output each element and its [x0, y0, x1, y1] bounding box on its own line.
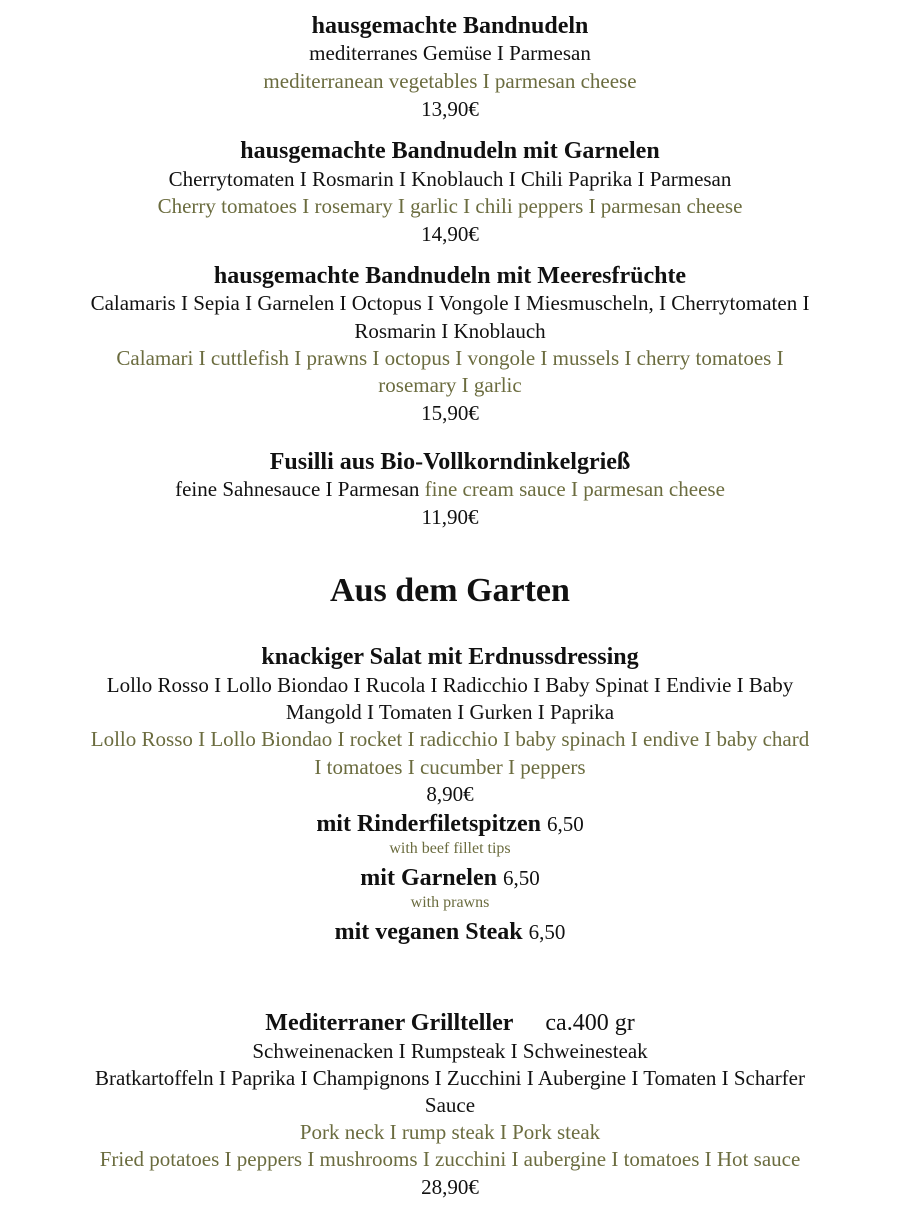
dish-description-de: Rosmarin I Knoblauch	[354, 319, 546, 343]
section-heading: Aus dem Garten	[330, 572, 570, 609]
addon-price: 6,50	[546, 812, 584, 836]
dish-description-de: Lollo Rosso I Lollo Biondao I Rucola I Radicchio I Baby Spinat I Endivie I Baby	[106, 673, 794, 697]
dish-title: hausgemachte Bandnudeln mit Garnelen	[240, 138, 660, 164]
dish-description-de: Mangold I Tomaten I Gurken I Paprika	[285, 700, 615, 724]
addon-price: 6,50	[502, 866, 540, 890]
dish-description-de: Schweinenacken I Rumpsteak I Schweinesteak	[252, 1039, 648, 1063]
dish-description-en: Fried potatoes I peppers I mushrooms I zucchini I aubergine I tomatoes I Hot sauce	[99, 1147, 801, 1171]
dish-description-de: Calamaris I Sepia I Garnelen I Octopus I Vongole I Miesmuscheln, I Cherrytomaten I	[90, 291, 810, 315]
dish-description-en: rosemary I garlic	[378, 373, 522, 397]
addon-line	[0, 812, 900, 836]
addon-title: mit veganen Steak	[334, 919, 523, 945]
dish-description-en: Calamari I cuttlefish I prawns I octopus I vongole I mussels I cherry tomatoes I	[116, 346, 784, 370]
addon-price: 6,50	[528, 920, 566, 944]
dish-description-en: Pork neck I rump steak I Pork steak	[299, 1120, 601, 1144]
dish-title: hausgemachte Bandnudeln mit Meeresfrüchte	[213, 263, 687, 289]
addon-title: mit Garnelen	[360, 865, 497, 891]
dish-description-en: Lollo Rosso I Lollo Biondao I rocket I radicchio I baby spinach I endive I baby chard	[90, 727, 810, 751]
dish-price: 8,90€	[426, 782, 474, 806]
dish-price: 13,90€	[421, 97, 479, 121]
dish-price: 14,90€	[421, 222, 479, 246]
dish-price: 15,90€	[421, 401, 479, 425]
dish-title: hausgemachte Bandnudeln	[311, 13, 589, 39]
addon-description-en: with beef fillet tips	[389, 840, 511, 857]
dish-description-de: Bratkartoffeln I Paprika I Champignons I Zucchini I Aubergine I Tomaten I Scharfer	[95, 1066, 805, 1090]
dish-title: Mediterraner Grillteller	[265, 1010, 514, 1036]
dish-price: 28,90€	[421, 1175, 479, 1199]
dish-description-en: Cherry tomatoes I rosemary I garlic I chili peppers I parmesan cheese	[157, 194, 743, 218]
dish-description-de: Sauce	[424, 1093, 476, 1117]
dish-description	[0, 479, 900, 500]
dish-title-line	[0, 1011, 900, 1035]
dish-description-de: mediterranes Gemüse I Parmesan	[309, 41, 591, 65]
addon-line	[0, 920, 900, 944]
dish-description-en: mediterranean vegetables I parmesan cheese	[263, 69, 637, 93]
dish-price: 11,90€	[421, 505, 479, 529]
dish-weight: ca.400 gr	[545, 1010, 635, 1036]
dish-description-en: fine cream sauce I parmesan cheese	[424, 477, 725, 501]
dish-description-de: feine Sahnesauce I Parmesan	[175, 477, 420, 501]
dish-description-de: Cherrytomaten I Rosmarin I Knoblauch I Chili Paprika I Parmesan	[168, 167, 732, 191]
dish-title: knackiger Salat mit Erdnussdressing	[261, 644, 639, 670]
addon-line	[0, 866, 900, 890]
addon-description-en: with prawns	[410, 894, 490, 911]
addon-title: mit Rinderfiletspitzen	[316, 811, 541, 837]
dish-description-en: I tomatoes I cucumber I peppers	[314, 755, 586, 779]
dish-title: Fusilli aus Bio-Vollkorndinkelgrieß	[269, 449, 631, 475]
